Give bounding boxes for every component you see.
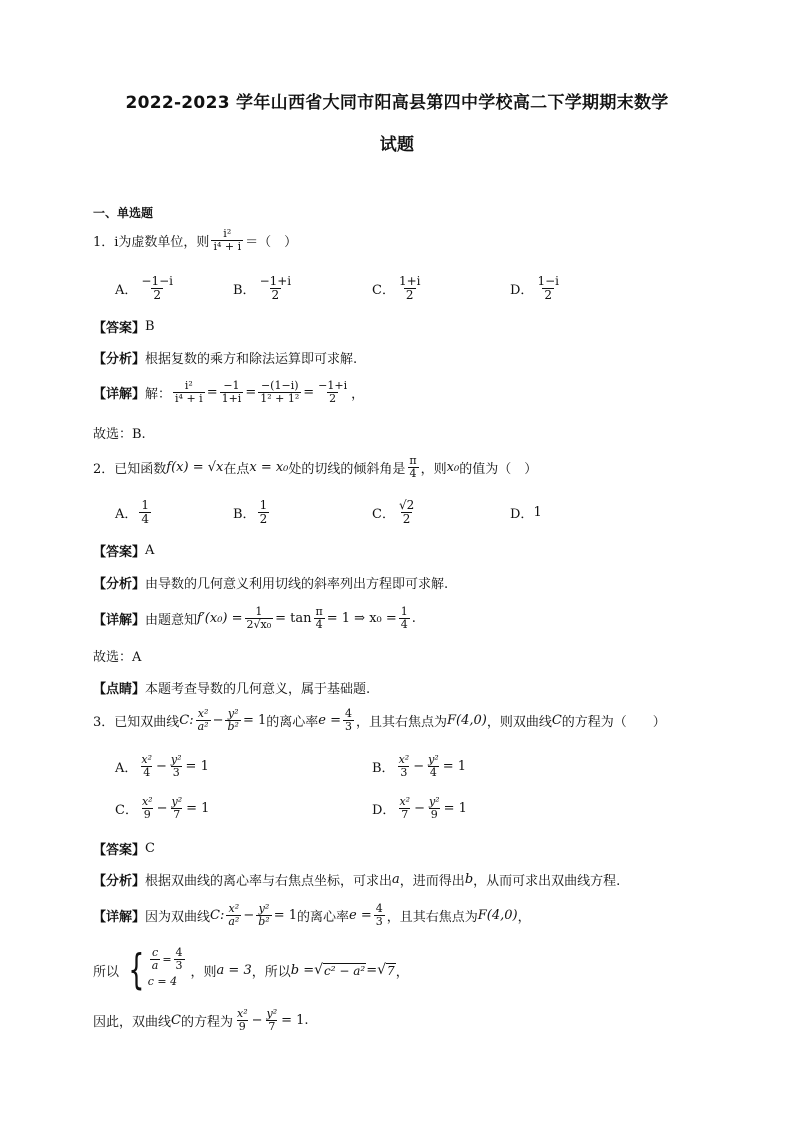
- q3-answer-tag: 【答案】: [93, 842, 146, 858]
- q2-option-c[interactable]: [372, 496, 418, 528]
- q1-option-a-frac: [139, 275, 175, 301]
- q3-stem-e: e =: [318, 712, 341, 728]
- q1-answer: [93, 314, 155, 338]
- q3-detail-c: ，且其右焦点为: [386, 909, 478, 925]
- q3-option-c-yfrac: [169, 796, 184, 820]
- q3-option-c-xfrac: [140, 796, 155, 820]
- q2-stem-point: x = x₀: [249, 459, 289, 475]
- q3-detail-a: 因为双曲线: [145, 909, 211, 925]
- q1-detail-frac-4-num: −1+i: [318, 378, 348, 392]
- q2-conclusion: 故选：A: [93, 649, 142, 665]
- q3-stem-e-den: 3: [344, 719, 352, 733]
- q3-option-b[interactable]: [372, 750, 466, 782]
- q1-stem-prefix: 1．i为虚数单位，则: [93, 234, 210, 250]
- q3-option-b-label: B．: [372, 760, 395, 776]
- q3-detail: [93, 903, 531, 927]
- q2-option-d-label: D．: [510, 506, 534, 522]
- q3-option-d-yfrac: [427, 796, 442, 820]
- q1-option-c-den: 2: [405, 287, 414, 302]
- q1-option-a[interactable]: [115, 272, 177, 304]
- q3-option-d-x2: x²: [399, 794, 411, 808]
- q2-detail-frac-den: 2√x₀: [246, 617, 272, 631]
- q2-option-c-den: 2: [402, 511, 411, 526]
- q1-analysis: [93, 345, 357, 369]
- q3-detail-minus: −: [243, 907, 255, 923]
- q3-analysis-var-b: b: [464, 871, 474, 887]
- q2-detail-result-den: 4: [400, 617, 408, 631]
- q2-comment-tag: 【点睛】: [93, 681, 146, 697]
- q3-system-sqrt1: [314, 962, 366, 978]
- q2-detail-tag: 【详解】: [93, 612, 146, 628]
- q1-stem-frac-num: i²: [223, 226, 232, 240]
- q3-system-row2: c = 4: [147, 974, 178, 988]
- q2-option-b-num: 1: [259, 497, 268, 512]
- q3-option-c-yden: 7: [173, 807, 181, 821]
- q2-stem-angle-num: π: [409, 453, 417, 467]
- q3-option-a[interactable]: [115, 750, 209, 782]
- q3-stem-curve: C:: [179, 712, 194, 728]
- q2-detail-frac: [245, 606, 274, 630]
- q2-detail-tan-den: 4: [315, 617, 323, 631]
- q3-detail-a2: a²: [228, 914, 240, 928]
- q3-option-a-y2: y²: [170, 752, 182, 766]
- q3-option-c-y2: y²: [171, 794, 183, 808]
- q3-stem-var: C: [551, 712, 562, 728]
- q3-detail-y2: y²: [258, 901, 270, 915]
- q1-option-d-den: 2: [544, 287, 553, 302]
- q1-option-b-num: −1+i: [259, 273, 292, 288]
- q2-stem-angle: [407, 455, 418, 479]
- q3-option-a-label: A．: [115, 760, 138, 776]
- q2-detail-mid: = tan: [275, 610, 312, 626]
- q3-system-row1-rden: 3: [175, 958, 183, 972]
- q3-option-c-xden: 9: [143, 807, 151, 821]
- q1-option-a-label: A．: [115, 282, 138, 298]
- q2-option-b[interactable]: [233, 496, 271, 528]
- q3-option-c[interactable]: [115, 792, 209, 824]
- q3-system-sqrt1-body: c² − a²: [324, 964, 366, 978]
- q3-final-eq: = 1.: [281, 1012, 309, 1028]
- q3-analysis-var-a: a: [392, 871, 400, 887]
- q1-option-b[interactable]: [233, 272, 295, 304]
- q1-analysis-text: 根据复数的乘方和除法运算即可求解.: [145, 351, 358, 367]
- q3-option-a-xfrac: [139, 754, 154, 778]
- q3-detail-efrac: [374, 903, 385, 927]
- q2-detail-tan: [314, 606, 325, 630]
- q3-detail-x2: x²: [228, 901, 240, 915]
- doc-title-line2: 试题: [379, 135, 415, 155]
- q2-detail: [93, 606, 416, 630]
- q1-answer-value: B: [145, 318, 155, 334]
- q3-analysis-c: ，从而可求出双曲线方程.: [473, 873, 621, 889]
- q1-detail-frac-1: [173, 380, 205, 404]
- q3-stem-e-num: 4: [344, 706, 352, 720]
- q3-stem-efrac: [343, 708, 354, 732]
- q3-option-d-xden: 7: [401, 807, 409, 821]
- q1-option-d-num: 1−i: [537, 273, 559, 288]
- q2-option-c-frac: [397, 499, 416, 525]
- q2-analysis-tag: 【分析】: [93, 576, 146, 592]
- q2-answer-value: A: [145, 542, 155, 558]
- q3-option-d[interactable]: [372, 792, 467, 824]
- q1-detail-frac-4: [316, 380, 349, 404]
- q3-option-c-x2: x²: [141, 794, 153, 808]
- q3-stem-y2: y²: [227, 706, 239, 720]
- q3-option-a-x2: x²: [141, 752, 153, 766]
- q3-stem-xfrac: [196, 708, 211, 732]
- q3-option-c-label: C．: [115, 802, 138, 818]
- q1-detail-frac-3-num: −(1−i): [260, 378, 299, 392]
- q1-option-c-label: C．: [372, 282, 395, 298]
- q3-final-x2: x²: [236, 1006, 248, 1020]
- q3-system-a: a = 3: [216, 962, 252, 978]
- q3-detail-tag: 【详解】: [93, 909, 146, 925]
- q3-system-sqrt2-body: 7: [387, 964, 395, 978]
- q2-answer-tag: 【答案】: [93, 544, 146, 560]
- q2-comment-text: 本题考查导数的几何意义，属于基础题.: [145, 681, 371, 697]
- q1-detail-frac-2: [220, 380, 244, 404]
- q1-stem-frac-den: i⁴ + i: [213, 239, 242, 253]
- q1-analysis-tag: 【分析】: [93, 351, 146, 367]
- q3-option-a-eq: = 1: [185, 758, 209, 774]
- q3-final-yfrac: [265, 1008, 280, 1032]
- section-heading: 一、单选题: [93, 205, 154, 220]
- q2-answer: [93, 538, 154, 562]
- q2-detail-rest: = 1 ⇒ x₀ =: [326, 610, 397, 626]
- q3-detail-b2: b²: [258, 914, 270, 928]
- q1-detail-frac-1-num: i²: [184, 378, 193, 392]
- q2-option-c-label: C．: [372, 506, 395, 522]
- q3-answer-value: C: [145, 840, 155, 856]
- q2-option-d[interactable]: [510, 496, 542, 528]
- q2-stem-d: ，则: [420, 461, 447, 477]
- q3-system-row1-rfrac: [174, 947, 185, 971]
- q3-option-b-eq: = 1: [442, 758, 467, 774]
- q3-stem-focus: F(4,0): [446, 712, 487, 728]
- q3-option-d-minus: −: [414, 800, 425, 816]
- q3-system-mid1: ，则: [190, 964, 217, 980]
- q3-stem-minus: −: [212, 712, 224, 728]
- q3-analysis: [93, 867, 620, 891]
- q3-system-prefix: 所以: [93, 964, 120, 980]
- q3-system-b-eq: =: [366, 962, 378, 978]
- q3-system-rows: [147, 945, 187, 992]
- q2-stem-var: x₀: [446, 459, 460, 475]
- q3-option-a-yden: 3: [172, 765, 180, 779]
- q3-system-row1: [148, 945, 187, 972]
- q3-system-line: [93, 944, 409, 996]
- q1-option-d[interactable]: [510, 272, 563, 304]
- q3-detail-xfrac: [226, 903, 241, 927]
- q3-stem: [93, 708, 666, 732]
- q3-detail-d: ，: [517, 909, 531, 925]
- q1-option-b-label: B．: [233, 282, 256, 298]
- q2-option-a-frac: [139, 499, 151, 525]
- q1-detail: 【详解】 解： $\frac{\text{i²}}{\text{i⁴ + i}}$ = $\frac{-1}{1+i}$ = $\frac{-(1-i)}{\text{1² + 1²}}$ = $\frac{-1+i}{2}$ ，: [93, 378, 365, 405]
- q3-final-a: 因此，双曲线: [93, 1014, 172, 1030]
- q3-stem-a2: a²: [197, 719, 209, 733]
- q2-option-b-frac: [258, 499, 270, 525]
- q3-option-c-minus: −: [156, 800, 168, 816]
- q3-final: [93, 1008, 309, 1032]
- q3-option-b-xden: 3: [400, 765, 408, 779]
- q1-detail-frac-1-den: i⁴ + i: [175, 391, 203, 405]
- q3-detail-focus: F(4,0): [477, 907, 518, 923]
- q3-option-d-yden: 9: [430, 807, 438, 821]
- q3-system-row1-lden: a: [151, 958, 159, 972]
- q2-option-b-label: B．: [233, 506, 256, 522]
- q3-detail-yfrac: [256, 903, 271, 927]
- q2-stem-func: f(x) = √x: [166, 459, 224, 475]
- q3-system: [123, 945, 187, 994]
- q3-final-var: C: [171, 1012, 181, 1028]
- q3-system-mid2: ，所以: [251, 964, 291, 980]
- q3-detail-e-num: 4: [375, 901, 383, 915]
- q2-detail-prefix: 由题意知: [145, 612, 198, 628]
- q1-detail-frac-3: [258, 380, 301, 404]
- q1-stem: [93, 228, 297, 252]
- q3-option-b-yden: 4: [429, 765, 437, 779]
- q1-detail-suffix: ，: [351, 386, 365, 402]
- q3-stem-x2: x²: [197, 706, 209, 720]
- q3-final-yden: 7: [268, 1019, 276, 1033]
- sqrt-icon: √: [377, 962, 387, 978]
- q2-option-a-den: 4: [141, 511, 150, 526]
- q3-detail-e-den: 3: [375, 914, 383, 928]
- q3-detail-eq: = 1: [273, 907, 297, 923]
- sqrt-icon: √: [314, 962, 324, 978]
- q3-option-b-yfrac: [426, 754, 441, 778]
- q3-system-row1-lnum: c: [151, 945, 159, 959]
- q1-detail-tag: 【详解】: [93, 386, 146, 402]
- q3-detail-e: e =: [349, 907, 372, 923]
- q3-stem-eq: = 1: [242, 712, 267, 728]
- q3-system-b: b =: [290, 962, 315, 978]
- q3-system-row1-eq: =: [162, 952, 172, 966]
- q3-system-end: ，: [395, 964, 409, 980]
- doc-title-line1: 2022-2023 学年山西省大同市阳高县第四中学校高二下学期期末数学: [125, 93, 669, 113]
- brace-icon: {: [128, 945, 145, 994]
- q2-detail-result: [399, 606, 410, 630]
- q2-option-a[interactable]: [115, 496, 153, 528]
- q1-answer-tag: 【答案】: [93, 320, 146, 336]
- q2-detail-end: .: [411, 610, 416, 626]
- q3-option-a-xden: 4: [143, 765, 151, 779]
- q3-stem-a: 3．已知双曲线: [93, 714, 180, 730]
- q3-option-d-label: D．: [372, 802, 396, 818]
- q3-detail-b: 的离心率: [296, 909, 349, 925]
- q1-option-d-frac: [535, 275, 561, 301]
- q3-option-b-y2: y²: [428, 752, 439, 766]
- q2-stem-e: 的值为（ ）: [459, 461, 538, 477]
- q3-final-xden: 9: [238, 1019, 246, 1033]
- q2-stem-b: 在点: [223, 461, 250, 477]
- q3-analysis-b: ，进而得出: [399, 873, 465, 889]
- q3-option-d-xfrac: [397, 796, 412, 820]
- q1-option-c-frac: [397, 275, 423, 301]
- q2-stem-angle-den: 4: [409, 466, 417, 480]
- q1-stem-suffix: ＝（ ）: [245, 234, 298, 250]
- q3-stem-b: 的离心率: [266, 714, 319, 730]
- q2-detail-tan-num: π: [315, 604, 323, 618]
- q2-stem: [93, 455, 537, 479]
- q2-option-d-value: 1: [533, 504, 542, 520]
- q3-detail-curve: C:: [210, 907, 225, 923]
- q3-analysis-tag: 【分析】: [93, 873, 146, 889]
- q1-option-a-den: 2: [153, 287, 161, 302]
- q3-option-a-minus: −: [156, 758, 167, 774]
- q3-option-b-xfrac: [397, 754, 412, 778]
- q3-answer: [93, 836, 155, 860]
- q1-conclusion: 故选：B.: [93, 426, 146, 442]
- q3-final-xfrac: [235, 1008, 250, 1032]
- q3-stem-b2: b²: [227, 719, 239, 733]
- q1-option-a-num: −1−i: [141, 273, 173, 288]
- q3-final-minus: −: [251, 1012, 263, 1028]
- q3-option-d-eq: = 1: [443, 800, 467, 816]
- q2-option-a-num: 1: [141, 497, 150, 512]
- q2-comment: [93, 675, 370, 699]
- q1-detail-frac-2-num: −1: [223, 378, 240, 392]
- q1-detail-prefix: 解：: [145, 386, 172, 402]
- q1-detail-frac-2-den: 1+i: [221, 391, 242, 405]
- q2-option-b-den: 2: [259, 511, 268, 526]
- q1-option-b-frac: [258, 275, 294, 301]
- q1-stem-fraction: [211, 228, 243, 252]
- q3-stem-yfrac: [225, 708, 240, 732]
- q2-option-c-num: √2: [398, 497, 415, 512]
- q2-detail-result-num: 1: [400, 604, 408, 618]
- q3-final-b: 的方程为: [180, 1014, 233, 1030]
- q1-option-b-den: 2: [271, 287, 280, 302]
- q1-detail-frac-4-den: 2: [329, 391, 337, 405]
- q1-option-d-label: D．: [510, 282, 534, 298]
- q2-stem-c: 处的切线的倾斜角是: [288, 461, 406, 477]
- q2-detail-lhs: f′(x₀) =: [197, 610, 243, 626]
- q3-option-b-x2: x²: [398, 752, 410, 766]
- q3-option-c-eq: = 1: [186, 800, 210, 816]
- q1-option-c-num: 1+i: [398, 273, 421, 288]
- q3-option-b-minus: −: [413, 758, 425, 774]
- q3-system-row1-rnum: 4: [175, 945, 183, 959]
- q3-system-row1-lfrac: [150, 947, 161, 971]
- q3-option-a-yfrac: [169, 754, 184, 778]
- q3-analysis-a: 根据双曲线的离心率与右焦点坐标，可求出: [145, 873, 393, 889]
- q2-stem-a: 2．已知函数: [93, 461, 167, 477]
- q1-detail-frac-3-den: 1² + 1²: [260, 391, 300, 405]
- q3-system-sqrt2: [377, 962, 396, 978]
- q3-stem-c: ，且其右焦点为: [355, 714, 447, 730]
- q2-analysis-text: 由导数的几何意义利用切线的斜率列出方程即可求解.: [145, 576, 449, 592]
- q3-option-d-y2: y²: [428, 794, 440, 808]
- q2-analysis: [93, 570, 448, 594]
- q1-option-c[interactable]: [372, 272, 424, 304]
- q3-stem-f: 的方程为（ ）: [561, 714, 666, 730]
- q2-detail-frac-num: 1: [255, 604, 263, 618]
- q3-final-y2: y²: [266, 1006, 278, 1020]
- q2-option-a-label: A．: [115, 506, 138, 522]
- q3-stem-d: ，则双曲线: [486, 714, 552, 730]
